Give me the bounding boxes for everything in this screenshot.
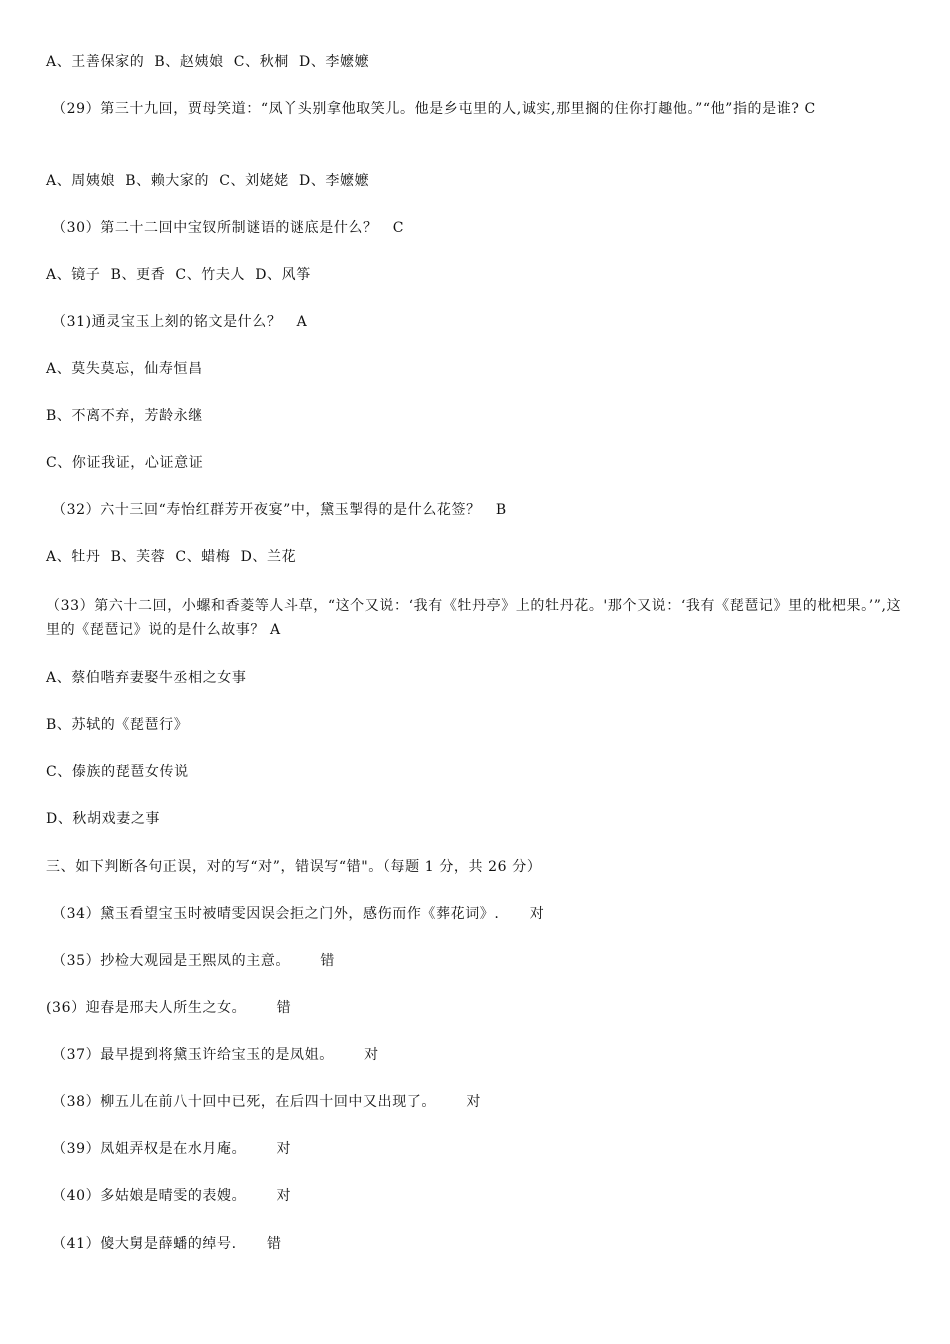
statement-35: （35）抄检大观园是王熙凤的主意。 错 xyxy=(52,953,335,969)
statement-41: （41）傻大舅是薛蟠的绰号. 错 xyxy=(52,1236,282,1252)
question-31: （31)通灵宝玉上刻的铭文是什么？ A xyxy=(52,314,308,330)
answer-option-31-b: B、不离不弃，芳龄永继 xyxy=(46,408,203,424)
statement-37: （37）最早提到将黛玉许给宝玉的是凤姐。 对 xyxy=(52,1047,379,1063)
statement-38: （38）柳五儿在前八十回中已死，在后四十回中又出现了。 对 xyxy=(52,1094,481,1110)
answer-options-30: A、镜子 B、更香 C、竹夫人 D、风筝 xyxy=(46,267,311,283)
answer-option-31-a: A、莫失莫忘，仙寿恒昌 xyxy=(46,361,203,377)
statement-40: （40）多姑娘是晴雯的表嫂。 对 xyxy=(52,1188,292,1204)
question-33: （33）第六十二回，小螺和香菱等人斗草，“这个又说：‘我有《牡丹亭》上的牡丹花。'那个又说：‘我有《琵琶记》里的枇杷果。’”,这里的《琵琶记》说的是什么故事？ A xyxy=(46,598,902,638)
answer-options-29: A、周姨娘 B、赖大家的 C、刘姥姥 D、李嬷嬷 xyxy=(46,173,370,189)
statement-39: （39）凤姐弄权是在水月庵。 对 xyxy=(52,1141,292,1157)
question-29: （29）第三十九回，贾母笑道：“凤丫头别拿他取笑儿。他是乡屯里的人,诚实,那里搁的住你打趣他。”“他”指的是谁? C xyxy=(52,101,816,117)
statement-34: （34）黛玉看望宝玉时被晴雯因误会拒之门外，感伤而作《葬花词》. 对 xyxy=(52,906,545,922)
question-32: （32）六十三回“寿怡红群芳开夜宴”中，黛玉掣得的是什么花签？ B xyxy=(52,502,507,518)
answer-option-33-c: C、傣族的琵琶女传说 xyxy=(46,764,189,780)
answer-option-31-c: C、你证我证，心证意证 xyxy=(46,455,204,471)
answer-option-33-a: A、蔡伯喈弃妻娶牛丞相之女事 xyxy=(46,670,247,686)
answer-options-28: A、王善保家的 B、赵姨娘 C、秋桐 D、李嬷嬷 xyxy=(46,54,370,70)
answer-option-33-b: B、苏轼的《琵琶行》 xyxy=(46,717,189,733)
section-heading-true-false: 三、如下判断各句正误，对的写“对”，错误写“错"。（每题 1 分，共 26 分） xyxy=(46,859,542,875)
answer-option-33-d: D、秋胡戏妻之事 xyxy=(46,811,161,827)
statement-36: (36）迎春是邢夫人所生之女。 错 xyxy=(46,1000,292,1016)
answer-options-32: A、牡丹 B、芙蓉 C、蜡梅 D、兰花 xyxy=(46,549,297,565)
question-30: （30）第二十二回中宝钗所制谜语的谜底是什么？ C xyxy=(52,220,405,236)
